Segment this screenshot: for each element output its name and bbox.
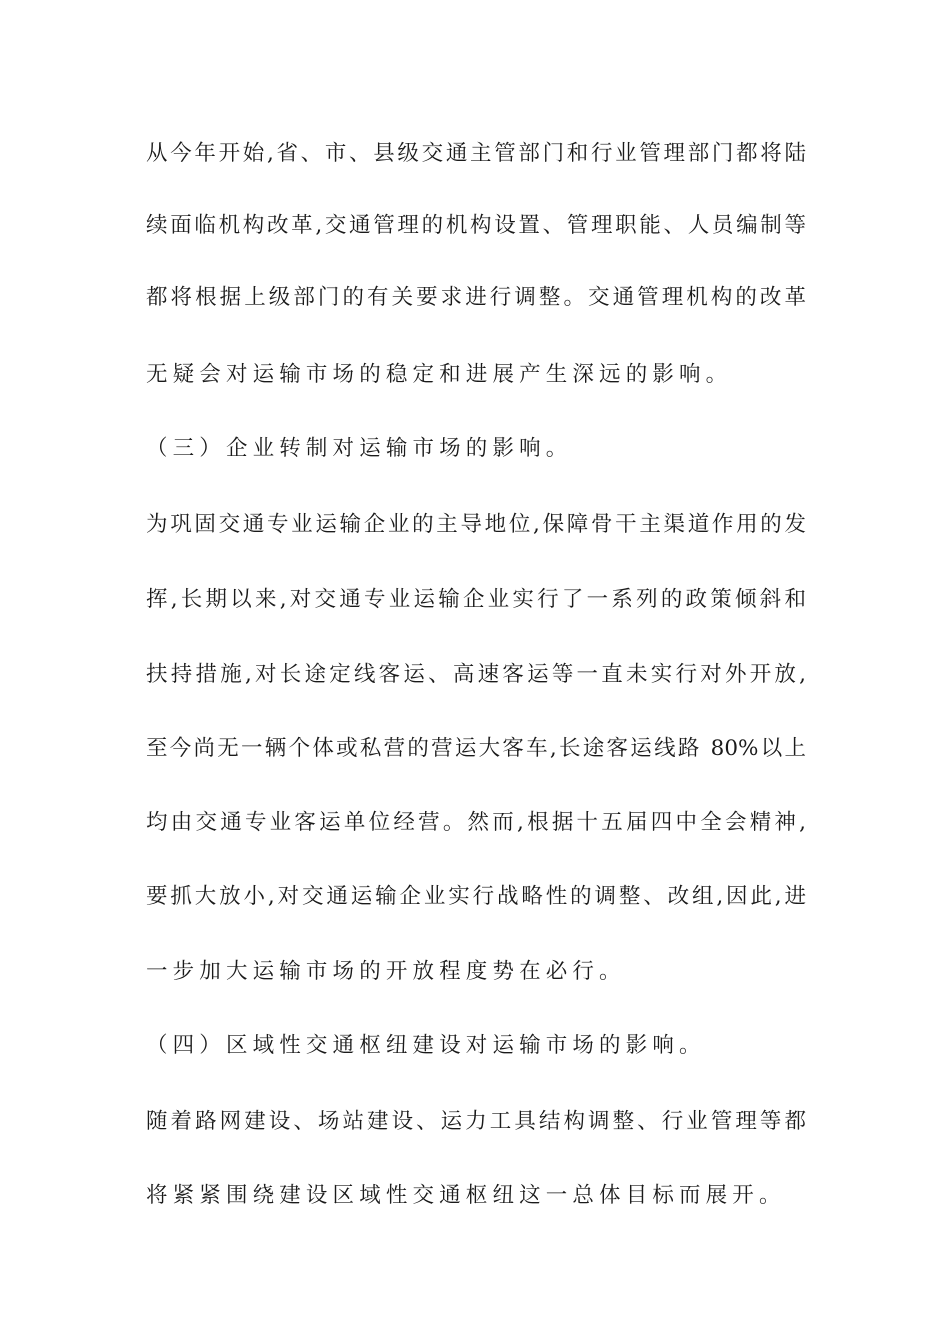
paragraph-line: 要抓大放小,对交通运输企业实行战略性的调整、改组,因此,进 (146, 884, 806, 909)
paragraph-line: 扶持措施,对长途定线客运、高速客运等一直未实行对外开放, (146, 662, 806, 687)
paragraph-line: 续面临机构改革,交通管理的机构设置、管理职能、人员编制等 (146, 213, 806, 238)
section-heading: （三）企业转制对运输市场的影响。 (146, 436, 573, 461)
paragraph-line: 将紧紧围绕建设区域性交通枢纽这一总体目标而展开。 (146, 1183, 786, 1208)
paragraph-line: 为巩固交通专业运输企业的主导地位,保障骨干主渠道作用的发 (146, 512, 806, 537)
paragraph-line: 都将根据上级部门的有关要求进行调整。交通管理机构的改革 (146, 285, 806, 310)
paragraph-line: 无疑会对运输市场的稳定和进展产生深远的影响。 (146, 362, 733, 387)
paragraph-line: 一步加大运输市场的开放程度势在必行。 (146, 959, 626, 984)
paragraph-line: 挥,长期以来,对交通专业运输企业实行了一系列的政策倾斜和 (146, 587, 806, 612)
paragraph-line: 至今尚无一辆个体或私营的营运大客车,长途客运线路 80%以上 (146, 736, 806, 761)
section-heading: （四）区域性交通枢纽建设对运输市场的影响。 (146, 1033, 706, 1058)
paragraph-line: 从今年开始,省、市、县级交通主管部门和行业管理部门都将陆 (146, 141, 806, 166)
paragraph-line: 均由交通专业客运单位经营。然而,根据十五届四中全会精神, (146, 810, 806, 835)
paragraph-line: 随着路网建设、场站建设、运力工具结构调整、行业管理等都 (146, 1109, 806, 1134)
